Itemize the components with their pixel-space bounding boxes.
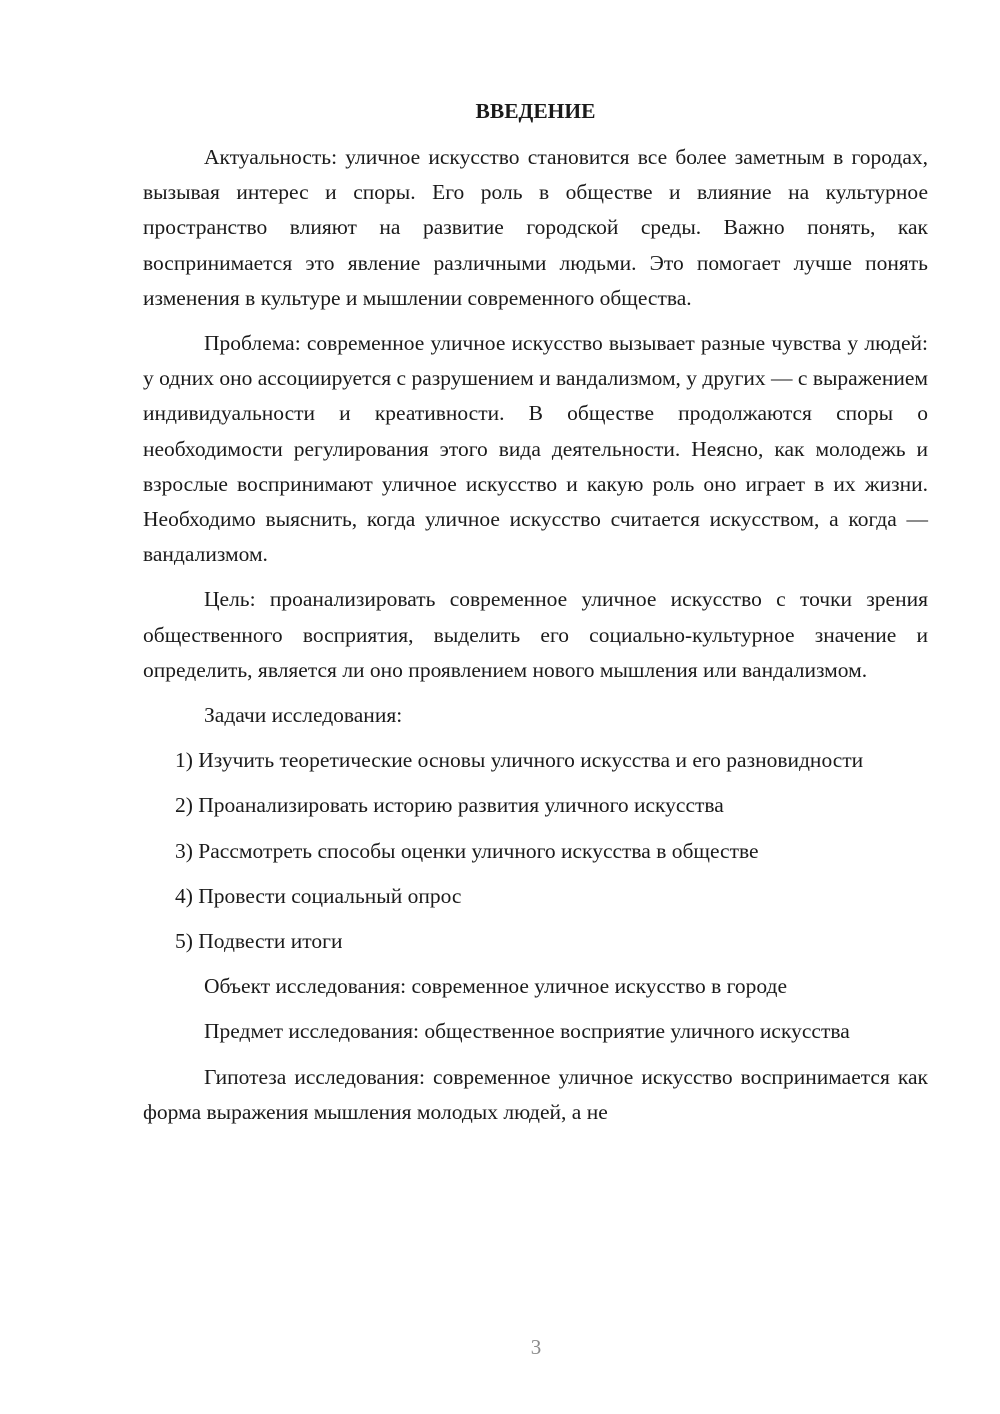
section-title: ВВЕДЕНИЕ <box>475 99 596 123</box>
page-number: 3 <box>530 1335 542 1359</box>
task-item-3: 3) Рассмотреть способы оценки уличного искусства в обществе <box>175 838 759 863</box>
problem-paragraph: Проблема: современное уличное искусство вызывает разные чувства у людей: у одних оно ассоциируется с разрушением и вандализмом, у других — с выражением индивидуальности и креативности. В обществе продолжаются споры о необходимости регулирования этого вида деятельности. Неясно, как молодежь и взрослые воспринимают уличное искусство и какую роль оно играет в их жизни. Необходимо выяснить, когда уличное искусство считается искусством, а когда — вандализмом. <box>143 331 928 567</box>
subject-paragraph: Предмет исследования: общественное восприятие уличного искусства <box>204 1019 850 1044</box>
task-item-1: 1) Изучить теоретические основы уличного искусства и его разновидности <box>175 748 864 773</box>
object-paragraph: Объект исследования: современное уличное искусство в городе <box>204 974 788 999</box>
document-page <box>143 92 928 1130</box>
task-item-2: 2) Проанализировать историю развития уличного искусства <box>175 793 724 818</box>
task-item-4: 4) Провести социальный опрос <box>175 883 462 908</box>
hypothesis-paragraph: Гипотеза исследования: современное уличное искусство воспринимается как форма выражения мышления молодых людей, а не <box>143 1064 928 1124</box>
relevance-paragraph: Актуальность: уличное искусство становится все более заметным в городах, вызывая интерес и споры. Его роль в обществе и влияние на культурное пространство влияют на развитие городской среды. Важно понять, как воспринимается это явление различными людьми. Это помогает лучше понять изменения в культуре и мышлении современного общества. <box>143 145 928 310</box>
goal-paragraph: Цель: проанализировать современное уличное искусство с точки зрения общественного восприятия, выделить его социально-культурное значение и определить, является ли оно проявлением нового мышления или вандализмом. <box>143 587 928 682</box>
task-item-5: 5) Подвести итоги <box>175 929 343 954</box>
tasks-heading: Задачи исследования: <box>204 703 403 728</box>
